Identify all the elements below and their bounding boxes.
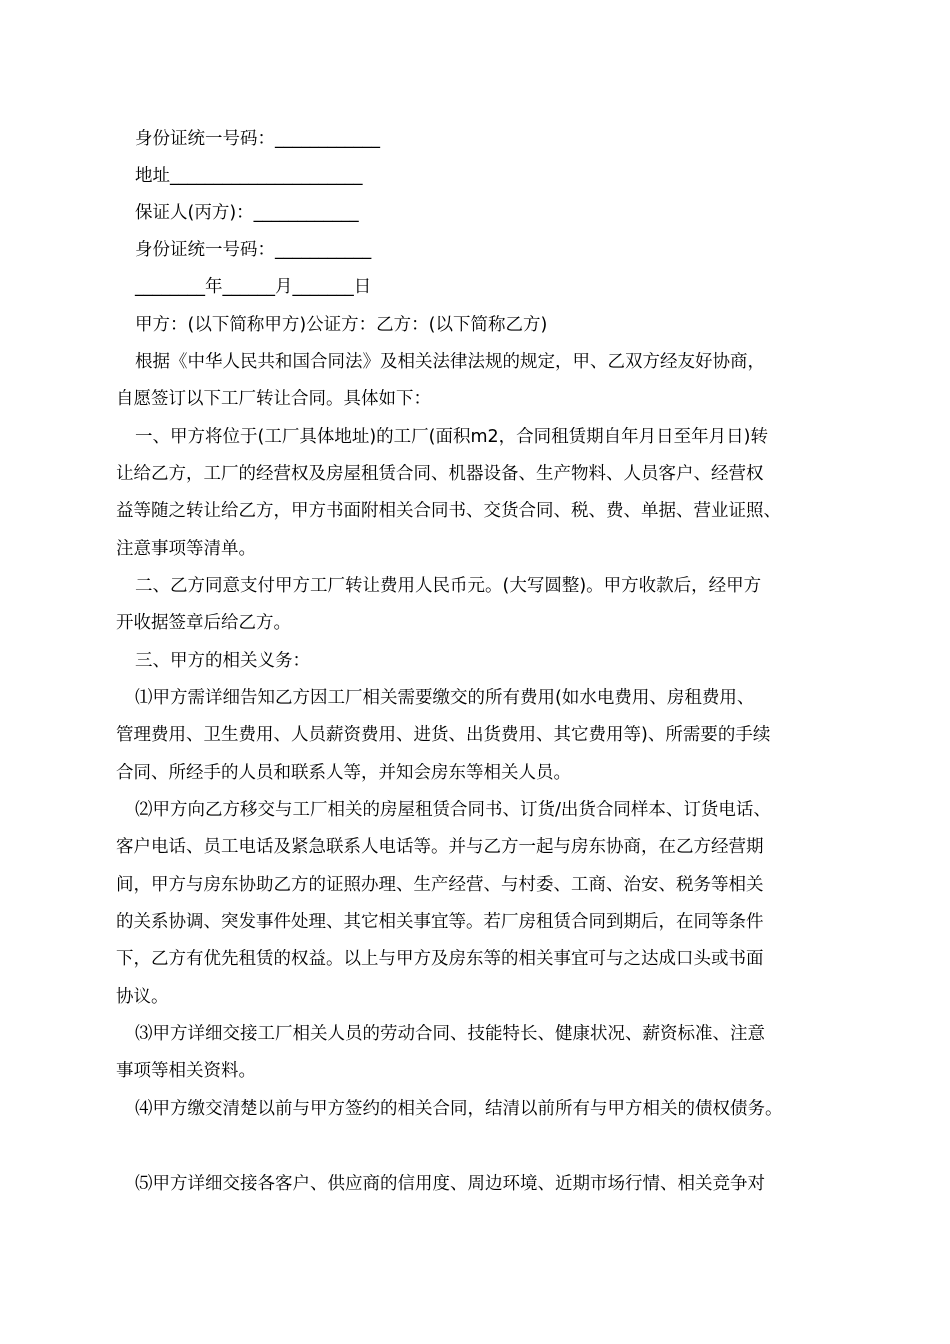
intro-line: 根据《中华人民共和国合同法》及相关法律法规的规定，甲、乙双方经友好协商， bbox=[135, 352, 765, 372]
clause-2-line: 开收据签章后给乙方。 bbox=[116, 613, 291, 633]
clause-2-line: 二、乙方同意支付甲方工厂转让费用人民币元。(大写圆整)。甲方收款后，经甲方 bbox=[135, 576, 762, 596]
clause-1-line: 注意事项等清单。 bbox=[116, 539, 256, 559]
item-2-line: 的关系协调、突发事件处理、其它相关事宜等。若厂房租赁合同到期后，在同等条件 bbox=[116, 912, 764, 932]
item-1-line: ⑴甲方需详细告知乙方因工厂相关需要缴交的所有费用(如水电费用、房租费用、 bbox=[135, 688, 755, 708]
item-1-line: 合同、所经手的人员和联系人等，并知会房东等相关人员。 bbox=[116, 763, 571, 783]
item-4-line: ⑷甲方缴交清楚以前与甲方签约的相关合同，结清以前所有与甲方相关的债权债务。 bbox=[135, 1099, 783, 1119]
clause-1-line: 益等随之转让给乙方，甲方书面附相关合同书、交货合同、税、费、单据、营业证照、 bbox=[116, 501, 781, 521]
item-2-line: 客户电话、员工电话及紧急联系人电话等。并与乙方一起与房东协商，在乙方经营期 bbox=[116, 837, 764, 857]
item-2-line: 间，甲方与房东协助乙方的证照办理、生产经营、与村委、工商、治安、税务等相关 bbox=[116, 875, 764, 895]
clause-1-line: 让给乙方，工厂的经营权及房屋租赁合同、机器设备、生产物料、人员客户、经营权 bbox=[116, 464, 764, 484]
clause-3-title: 三、甲方的相关义务： bbox=[135, 651, 310, 671]
address-field: 地址______________________ bbox=[135, 166, 363, 186]
item-3-line: 事项等相关资料。 bbox=[116, 1061, 256, 1081]
item-2-line: 协议。 bbox=[116, 987, 169, 1007]
item-1-line: 管理费用、卫生费用、人员薪资费用、进货、出货费用、其它费用等)、所需要的手续 bbox=[116, 725, 771, 745]
id-number-field-2: 身份证统一号码：___________ bbox=[135, 240, 372, 260]
item-5-line: ⑸甲方详细交接各客户、供应商的信用度、周边环境、近期市场行情、相关竞争对 bbox=[135, 1174, 765, 1194]
item-3-line: ⑶甲方详细交接工厂相关人员的劳动合同、技能特长、健康状况、薪资标准、注意 bbox=[135, 1024, 765, 1044]
item-2-line: 下，乙方有优先租赁的权益。以上与甲方及房东等的相关事宜可与之达成口头或书面 bbox=[116, 949, 764, 969]
id-number-field-1: 身份证统一号码：____________ bbox=[135, 129, 380, 149]
date-field: ________年______月_______日 bbox=[135, 277, 372, 297]
guarantor-field: 保证人(丙方)：____________ bbox=[135, 203, 359, 223]
clause-1-line: 一、甲方将位于(工厂具体地址)的工厂(面积m2，合同租赁期自年月日至年月日)转 bbox=[135, 427, 768, 447]
item-2-line: ⑵甲方向乙方移交与工厂相关的房屋租赁合同书、订货/出货合同样本、订货电话、 bbox=[135, 800, 771, 820]
parties-line: 甲方：(以下简称甲方)公证方：乙方：(以下简称乙方) bbox=[135, 315, 548, 335]
intro-line: 自愿签订以下工厂转让合同。具体如下： bbox=[116, 389, 431, 409]
